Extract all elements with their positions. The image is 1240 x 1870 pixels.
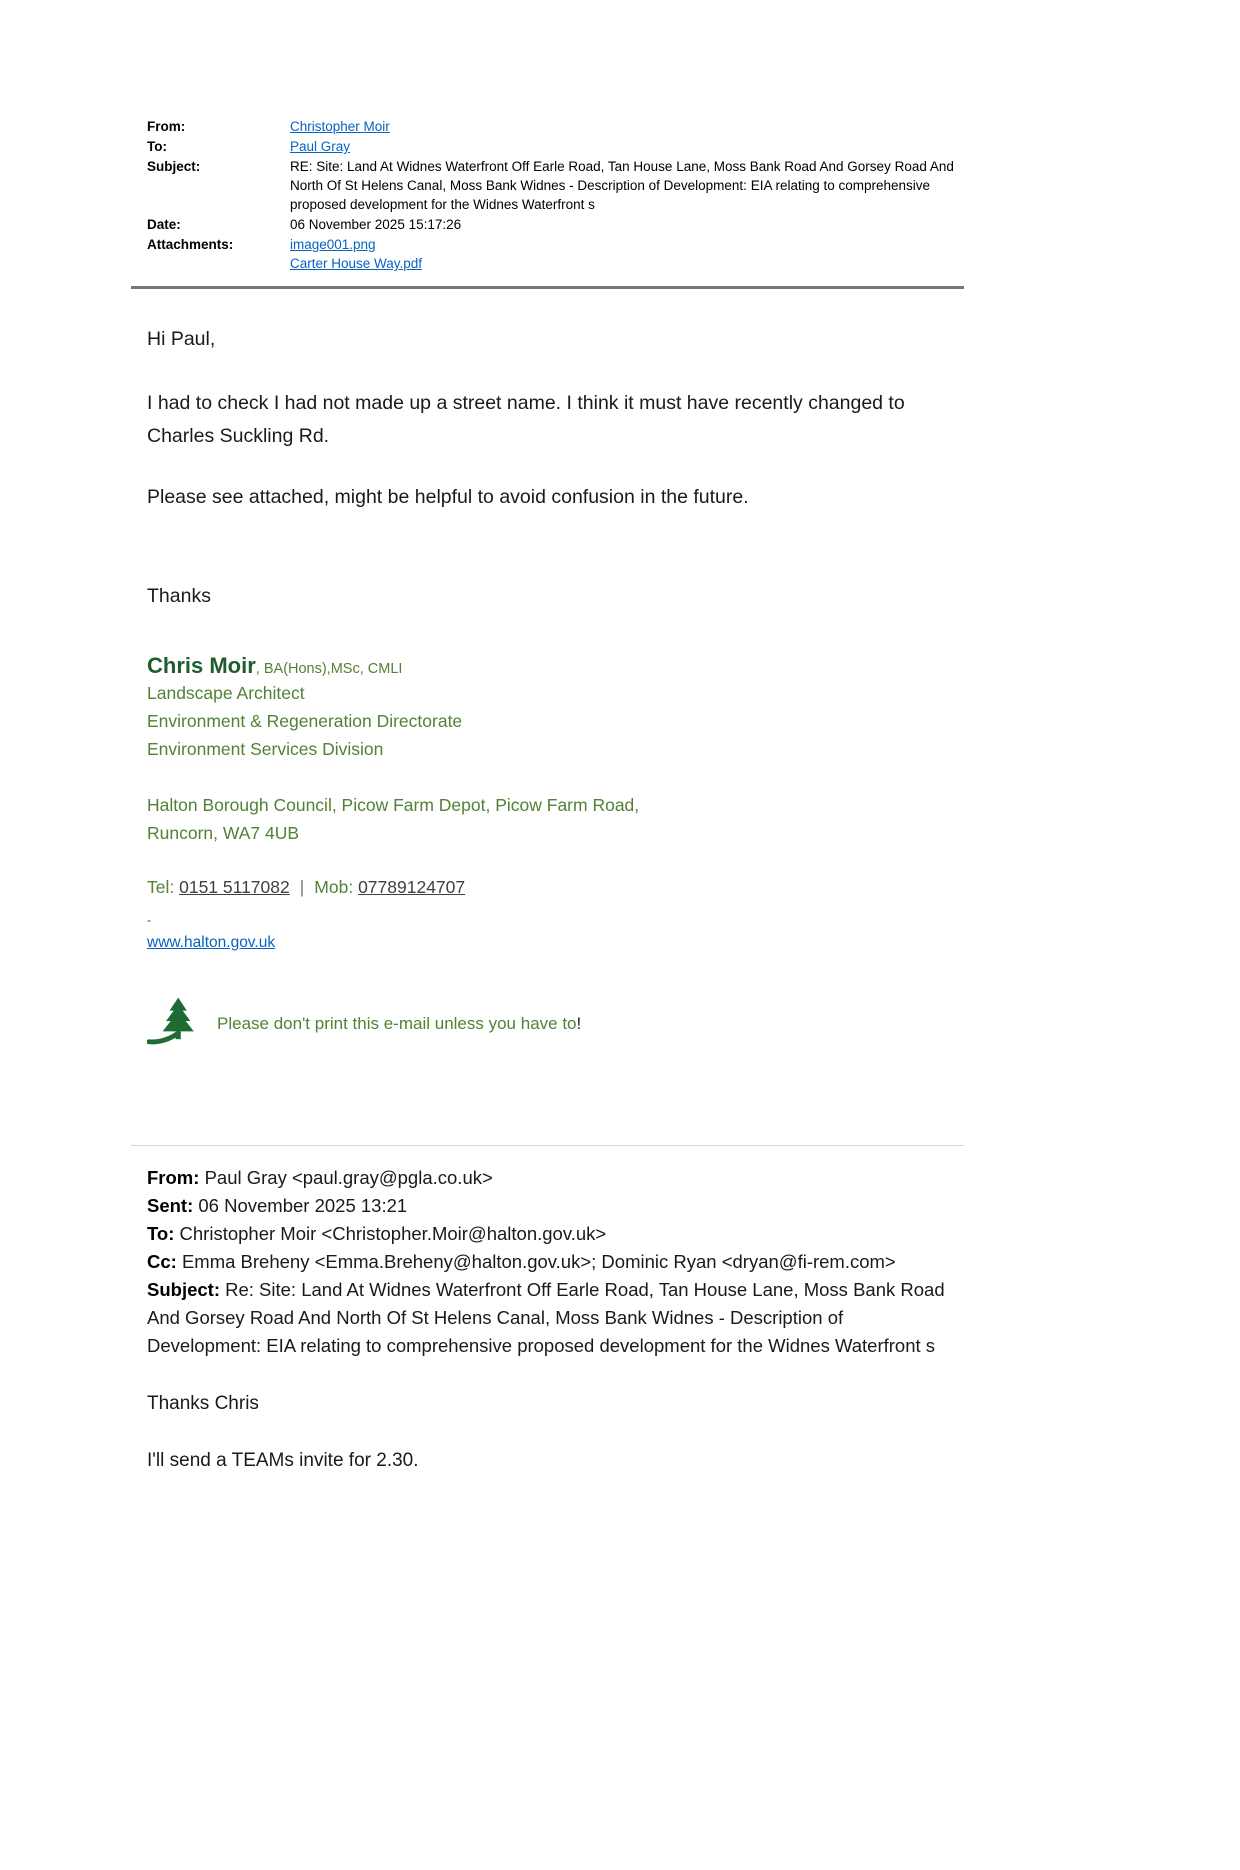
tel-number-link[interactable]: 0151 5117082 [179,877,290,897]
quoted-subject-line [147,1276,947,1360]
eco-notice [147,994,964,1053]
closing-text: Thanks [147,585,211,607]
signature-name: Chris Moir [147,653,256,678]
quoted-cc-label: Cc: [147,1251,177,1272]
body-paragraph: Please see attached, might be helpful to avoid confusion in the future. [147,486,749,508]
signature-job-title: Landscape Architect [147,683,305,703]
quoted-subject-label: Subject: [147,1279,220,1300]
quoted-thanks-text: Thanks Chris [147,1393,259,1414]
quoted-from-label: From: [147,1167,200,1188]
signature-directorate: Environment & Regeneration Directorate [147,711,463,731]
mob-label: Mob: [314,877,354,897]
date-label: Date: [147,217,181,232]
attachments-cell [290,235,964,273]
signature-dash: - [147,913,151,927]
website-link[interactable]: www.halton.gov.uk [147,934,276,951]
quoted-subject-value: Re: Site: Land At Widnes Waterfront Off Earle Road, Tan House Lane, Moss Bank Road And Gorsey Road And North Of St Helens Canal, Moss Bank Widnes - Description of Development: EIA relating to comprehensive proposed development for the Widnes Waterfront s [147,1279,945,1356]
attachment-carter-house-way-link[interactable]: Carter House Way.pdf [290,256,423,271]
from-value-cell [290,117,964,136]
phone-separator: | [299,877,305,897]
quoted-sent-line [147,1192,947,1220]
to-value-cell [290,137,964,156]
email-signature [147,653,964,1053]
mob-number-link[interactable]: 07789124707 [358,877,466,897]
quoted-to-label: To: [147,1223,175,1244]
attachments-label: Attachments: [147,237,234,252]
greeting-text: Hi Paul, [147,328,216,350]
email-header [131,117,964,273]
eco-message [217,1014,581,1034]
date-value: 06 November 2025 15:17:26 [290,217,462,232]
tel-label: Tel: [147,877,175,897]
quoted-email-divider [131,1145,964,1146]
to-label: To: [147,139,167,154]
subject-value: RE: Site: Land At Widnes Waterfront Off Earle Road, Tan House Lane, Moss Bank Road And Gorsey Road And North Of St Helens Canal, Moss Bank Widnes - Description of Development: EIA relating to comprehensive proposed development for the Widnes Waterfront s [290,159,954,212]
from-label: From: [147,119,186,134]
quoted-sent-label: Sent: [147,1195,194,1216]
email-body [131,323,964,1053]
attachment-item [290,254,964,273]
signature-website-line [147,934,964,952]
signature-division: Environment Services Division [147,739,384,759]
quoted-teams-text: I'll send a TEAMs invite for 2.30. [147,1450,419,1471]
header-divider [131,286,964,289]
attachment-image001-link[interactable]: image001.png [290,237,376,252]
attachment-item [290,235,964,254]
to-recipient-link[interactable]: Paul Gray [290,139,351,154]
signature-address-line: Runcorn, WA7 4UB [147,823,300,843]
signature-address [147,791,964,847]
body-paragraph: I had to check I had not made up a street name. I think it must have recently changed to Charles Suckling Rd. [147,392,905,447]
from-sender-link[interactable]: Christopher Moir [290,119,390,134]
tree-logo-icon [147,994,199,1053]
quoted-email [131,1164,947,1475]
quoted-sent-value: 06 November 2025 13:21 [198,1195,408,1216]
quoted-to-value: Christopher Moir <Christopher.Moir@halton.gov.uk> [179,1223,607,1244]
quoted-cc-line [147,1248,947,1276]
eco-exclamation: ! [576,1013,582,1033]
eco-message-text: Please don't print this e-mail unless you have to [217,1013,577,1033]
subject-label: Subject: [147,159,201,174]
signature-phone-line [147,877,964,898]
quoted-from-value: Paul Gray <paul.gray@pgla.co.uk> [204,1167,493,1188]
quoted-cc-value: Emma Breheny <Emma.Breheny@halton.gov.uk>; Dominic Ryan <dryan@fi-rem.com> [181,1251,896,1272]
signature-name-line [147,653,964,679]
signature-credentials: , BA(Hons),MSc, CMLI [255,661,403,677]
email-document [131,117,964,1475]
quoted-to-line [147,1220,947,1248]
signature-address-line: Halton Borough Council, Picow Farm Depot, Picow Farm Road, [147,795,640,815]
quoted-from-line [147,1164,947,1192]
